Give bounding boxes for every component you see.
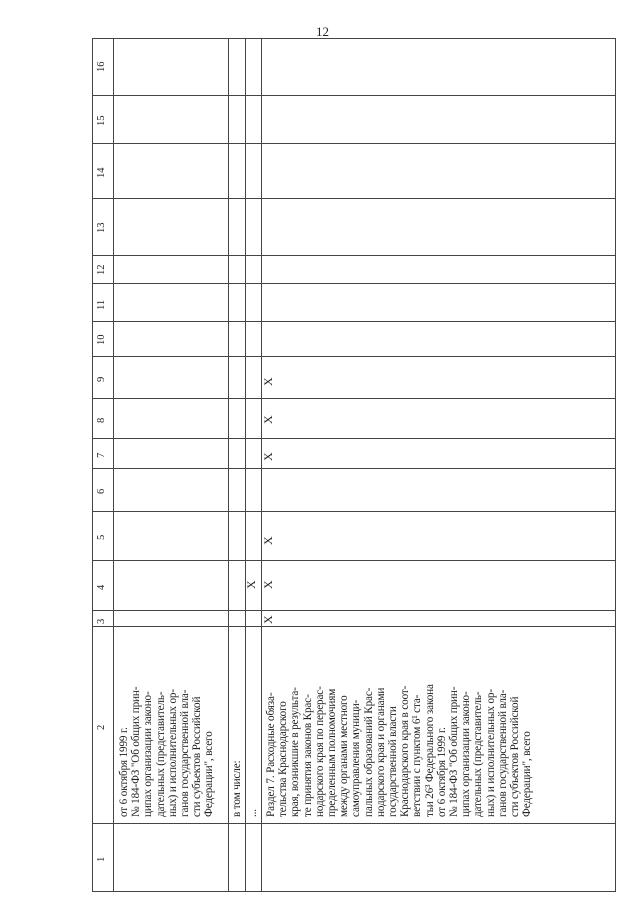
text-line: в том числе:	[231, 760, 243, 817]
column-number: 6	[96, 488, 107, 494]
text-line: ганов государственной вла-	[496, 689, 509, 817]
column-number: 16	[96, 61, 107, 72]
column-number: 3	[96, 618, 107, 624]
page-number: 12	[316, 24, 329, 39]
text-line: края, возникшие в результа-	[289, 687, 302, 817]
column-separator	[92, 398, 615, 399]
column-separator	[92, 560, 615, 561]
row3-col2-text	[247, 809, 259, 817]
column-number: 10	[96, 334, 107, 345]
row4-col2-text	[265, 684, 533, 817]
column-separator	[92, 438, 615, 439]
x-mark-col5: X	[261, 536, 275, 545]
x-mark-col3: X	[261, 615, 275, 624]
text-line: ветствии с пунктом 6¹ ста-	[411, 694, 424, 817]
row-separator	[261, 38, 262, 892]
x-mark-col9: X	[261, 377, 275, 386]
text-line: нодарского края по перерас-	[313, 686, 326, 817]
text-line: ципах организации законо-	[460, 691, 473, 817]
column-separator	[92, 198, 615, 199]
row1-col2-text	[118, 687, 216, 817]
column-separator	[92, 823, 615, 824]
text-line: Федерации", всего	[521, 731, 534, 817]
column-separator	[92, 626, 615, 627]
text-line: пальных образований Крас-	[362, 687, 375, 817]
column-separator	[92, 95, 615, 96]
column-separator	[92, 255, 615, 256]
text-line: самоуправления муници-	[350, 699, 363, 817]
column-separator	[92, 468, 615, 469]
table-border-right	[92, 38, 615, 39]
text-line: от 6 октября 1999 г.	[435, 727, 448, 817]
text-line: сти субъектов Российской	[191, 696, 204, 817]
text-line: дательных (представитель-	[154, 691, 167, 817]
row-separator	[228, 38, 229, 892]
column-number: 11	[96, 299, 107, 310]
text-line: те принятия законов Крас-	[301, 694, 314, 817]
text-line: № 184-ФЗ "Об общих прин-	[130, 686, 143, 817]
text-line: ных) и исполнительных ор-	[166, 689, 179, 817]
text-line: Краснодарского края в соот-	[399, 685, 412, 817]
column-number: 8	[96, 417, 107, 423]
column-separator	[92, 356, 615, 357]
column-number: 2	[96, 724, 107, 730]
x-mark-col4: X	[261, 580, 275, 589]
row-separator	[245, 38, 246, 892]
x-mark-col8: X	[261, 415, 275, 424]
text-line: между органами местного	[338, 695, 351, 817]
row-separator	[113, 38, 114, 892]
text-line: ...	[247, 809, 259, 817]
column-separator	[92, 511, 615, 512]
text-line: тьи 26³ Федерального закона	[423, 684, 436, 817]
x-mark-col7: X	[261, 452, 275, 461]
text-line: пределенным полномочиям	[326, 688, 339, 817]
column-number: 7	[96, 452, 107, 458]
text-line: нодарского края и органами	[374, 687, 387, 817]
text-line: государственной власти	[387, 706, 400, 817]
text-line: № 184-ФЗ "Об общих прин-	[448, 686, 461, 817]
column-number: 15	[96, 115, 107, 126]
table-border-left	[92, 891, 615, 892]
table-border-bottom	[615, 38, 616, 892]
text-line: тельства Краснодарского	[277, 701, 290, 817]
text-line: Раздел 7. Расходные обяза-	[265, 692, 277, 817]
text-line: сти субъектов Российской	[509, 696, 522, 817]
text-line: ных) и исполнительных ор-	[484, 689, 497, 817]
text-line: Федерации", всего	[203, 731, 216, 817]
column-separator	[92, 321, 615, 322]
column-separator	[92, 283, 615, 284]
row2-col2-text	[231, 760, 243, 817]
column-separator	[92, 143, 615, 144]
table-border-top	[92, 38, 93, 892]
column-number: 1	[96, 856, 107, 862]
x-mark-col4: X	[244, 580, 258, 589]
text-line: ципах организации законо-	[142, 691, 155, 817]
column-number: 14	[96, 167, 107, 178]
text-line: от 6 октября 1999 г.	[118, 727, 130, 817]
text-line: дательных (представитель-	[472, 691, 485, 817]
text-line: ганов государственной вла-	[179, 689, 192, 817]
column-number: 4	[96, 584, 107, 590]
column-separator	[92, 610, 615, 611]
column-number: 5	[96, 534, 107, 540]
column-number: 9	[96, 376, 107, 382]
column-number: 12	[96, 264, 107, 275]
column-number: 13	[96, 222, 107, 233]
